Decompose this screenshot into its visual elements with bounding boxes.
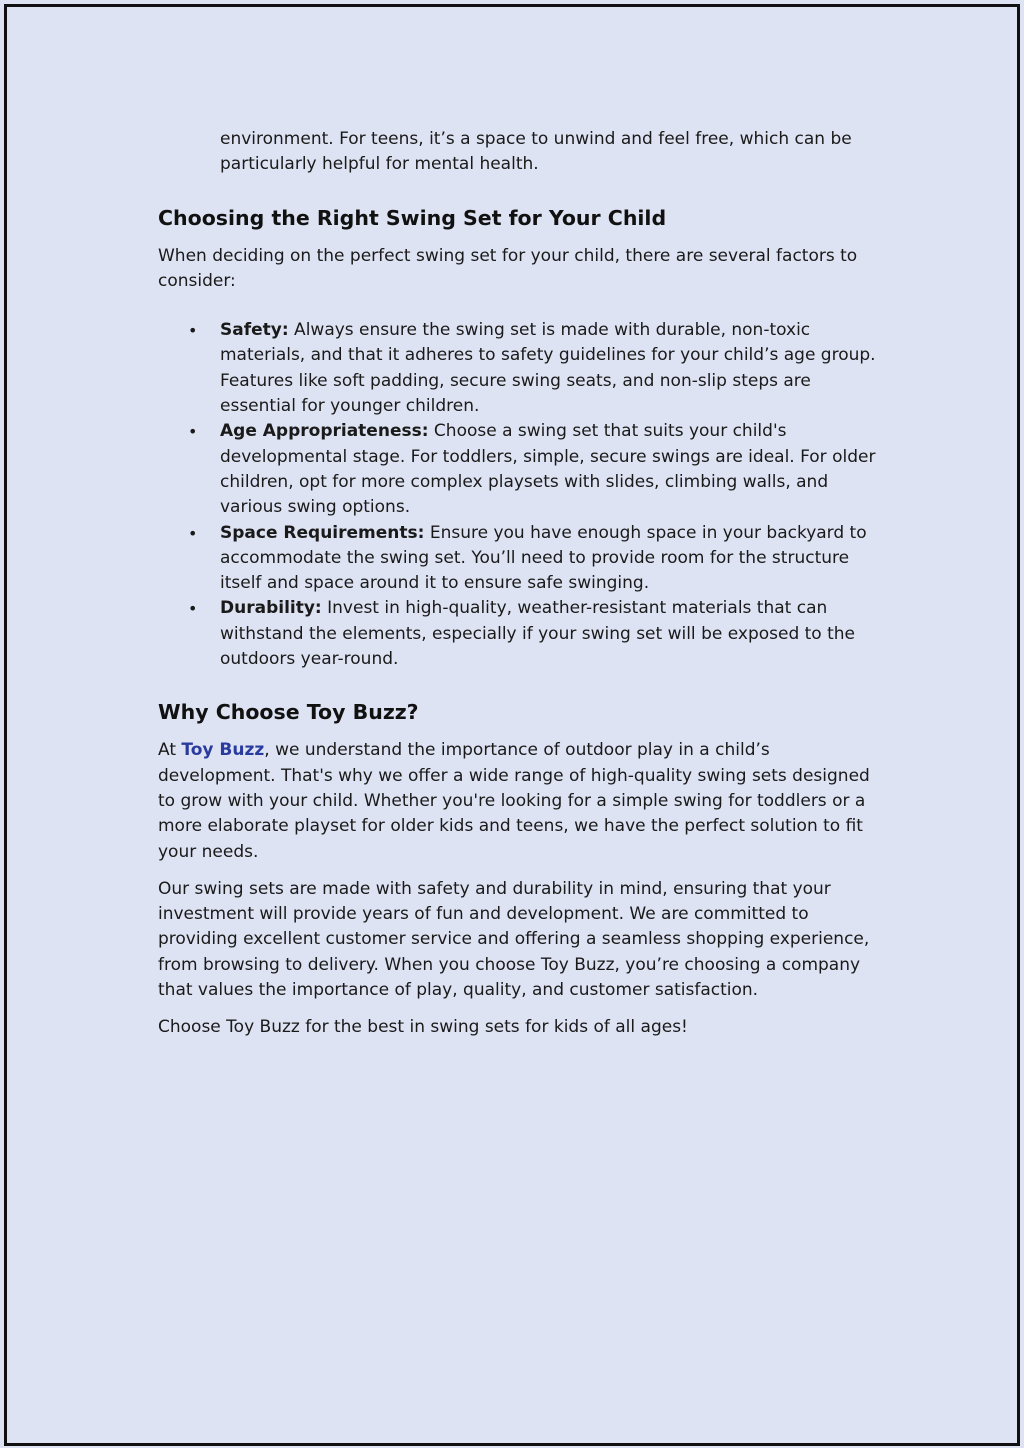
factor-term: Safety: bbox=[220, 320, 289, 341]
factors-list bbox=[158, 318, 888, 672]
why-paragraph-3: Choose Toy Buzz for the best in swing sets for kids of all ages! bbox=[158, 1017, 688, 1038]
factor-text: Invest in high-quality, weather-resistant materials that can withstand the elements, especially if your swing set will be exposed to the outdoors year-round. bbox=[220, 598, 856, 670]
why-paragraph-2: Our swing sets are made with safety and durability in mind, ensuring that your investment will provide years of fun and development. We are committed to providing excellent customer service and offering a seamless shopping experience, from browsing to delivery. When you choose Toy Buzz, you’re choosing a company that values the importance of play, quality, and customer satisfaction. bbox=[158, 878, 870, 1001]
page-content bbox=[158, 127, 888, 1041]
factor-term: Age Appropriateness: bbox=[220, 421, 429, 442]
list-item-durability bbox=[158, 596, 888, 672]
choosing-intro-paragraph: When deciding on the perfect swing set for your child, there are several factors to consider: bbox=[158, 245, 858, 291]
bullet-icon: • bbox=[188, 321, 198, 341]
why-p1-rest: , we understand the importance of outdoor play in a child’s development. That's why we offer a wide range of high-quality swing sets designed to grow with your child. Whether you're looking for a simple swing for toddlers or a more elaborate playset for older kids and teens, we have the perfect solution to fit your needs. bbox=[158, 740, 870, 862]
factor-text: Ensure you have enough space in your backyard to accommodate the swing set. You’ll need to provide room for the structure itself and space around it to ensure safe swinging. bbox=[220, 522, 867, 594]
bullet-icon: • bbox=[188, 523, 198, 543]
list-item-age-appropriateness bbox=[158, 419, 888, 520]
list-item-safety bbox=[158, 318, 888, 419]
factor-text: Always ensure the swing set is made with durable, non-toxic materials, and that it adheres to safety guidelines for your child’s age group. Features like soft padding, secure swing seats, and non-slip steps are essential for younger children. bbox=[220, 320, 876, 417]
choosing-section-heading: Choosing the Right Swing Set for Your Child bbox=[158, 205, 667, 230]
bullet-icon: • bbox=[188, 599, 198, 619]
intro-continuation-paragraph: environment. For teens, it’s a space to unwind and feel free, which can be particularly helpful for mental health. bbox=[220, 129, 852, 175]
factor-term: Durability: bbox=[220, 598, 322, 619]
why-p1-prefix: At bbox=[158, 740, 182, 761]
document-page bbox=[4, 4, 1020, 1446]
factor-term: Space Requirements: bbox=[220, 522, 425, 543]
bullet-icon: • bbox=[188, 422, 198, 442]
factor-text: Choose a swing set that suits your child's developmental stage. For toddlers, simple, secure swings are ideal. For older children, opt for more complex playsets with slides, climbing walls, and various swing options. bbox=[220, 421, 876, 518]
list-item-space-requirements bbox=[158, 521, 888, 597]
why-section-heading: Why Choose Toy Buzz? bbox=[158, 700, 419, 725]
toy-buzz-link[interactable]: Toy Buzz bbox=[181, 740, 265, 761]
why-paragraph-1 bbox=[158, 738, 888, 864]
